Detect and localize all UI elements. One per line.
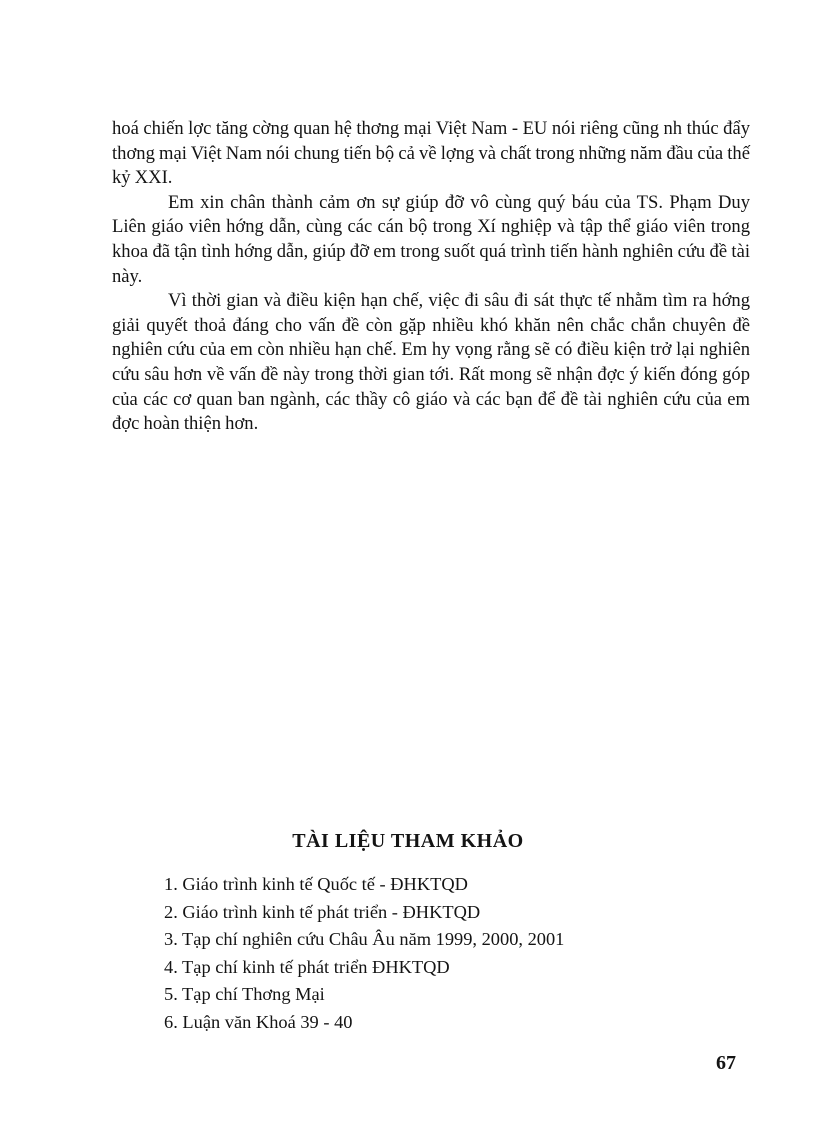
reference-item: 1. Giáo trình kinh tế Quốc tế - ĐHKTQD xyxy=(164,874,468,894)
paragraph-acknowledgement: Em xin chân thành cảm ơn sự giúp đỡ vô cùng quý báu của TS. Phạm Duy Liên giáo viên hớng dẫn, cùng các cán bộ trong Xí nghiệp và tập thể giáo viên trong khoa đã tận tình hớng dẫn, giúp đỡ em trong suốt quá trình tiến hành nghiên cứu đề tài này. xyxy=(112,191,750,287)
reference-item: 6. Luận văn Khoá 39 - 40 xyxy=(164,1011,353,1032)
paragraph-limitations: Vì thời gian và điều kiện hạn chế, việc đi sâu đi sát thực tế nhằm tìm ra hớng giải quyết thoả đáng cho vấn đề còn gặp nhiều khó khăn nên chắc chắn chuyên đề nghiên cứu của em còn nhiều hạn chế. Em hy vọng rằng sẽ có điều kiện trở lại nghiên cứu sâu hơn về vấn đề này trong thời gian tới. Rất mong sẽ nhận đợc ý kiến đóng góp của các cơ quan ban ngành, các thầy cô giáo và các bạn để đề tài nghiên cứu của em đợc hoàn thiện hơn. xyxy=(112,290,750,435)
reference-item: 5. Tạp chí Thơng Mại xyxy=(164,984,325,1005)
reference-item: 4. Tạp chí kinh tế phát triển ĐHKTQD xyxy=(164,956,450,977)
reference-item: 2. Giáo trình kinh tế phát triển - ĐHKTQD xyxy=(164,901,481,922)
body-text xyxy=(112,117,750,437)
reference-item: 3. Tạp chí nghiên cứu Châu Âu năm 1999, 2000, 2001 xyxy=(164,929,565,950)
paragraph-strategy-conclusion: hoá chiến lợc tăng cờng quan hệ thơng mại Việt Nam - EU nói riêng cũng nh thúc đẩy thơng mại Việt Nam nói chung tiến bộ cả về lợng và chất trong những năm đầu của thế kỷ XXI. xyxy=(112,118,750,189)
references-list xyxy=(164,871,564,1037)
page-number: 67 xyxy=(716,1052,736,1074)
references-title: TÀI LIỆU THAM KHẢO xyxy=(292,830,524,852)
